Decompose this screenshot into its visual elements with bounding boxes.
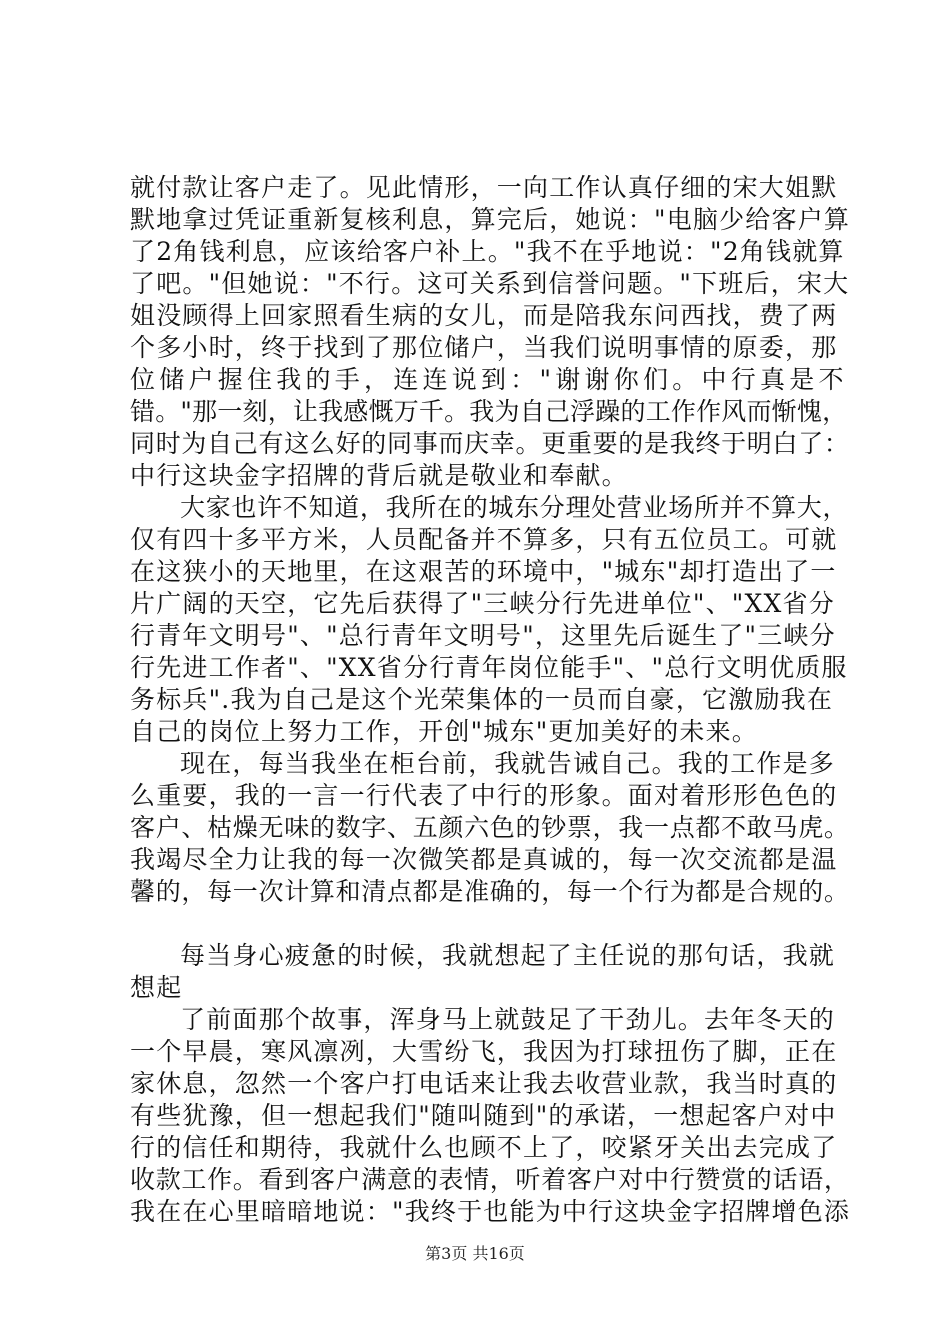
text-line: 默地拿过凭证重新复核利息，算完后，她说："电脑少给客户算 (130, 205, 851, 234)
text-line: 自己的岗位上努力工作，开创"城东"更加美好的未来。 (130, 717, 759, 746)
text-line: 同时为自己有这么好的同事而庆幸。更重要的是我终于明白了： (130, 429, 850, 458)
text-line: 行青年文明号"、"总行青年文明号"，这里先后诞生了"三峡分 (130, 621, 836, 650)
text-line: 馨的，每一次计算和清点都是准确的，每一个行为都是合规的。 (130, 877, 850, 906)
paragraph-first-line: 现在，每当我坐在柜台前，我就告诫自己。我的工作是多 (180, 749, 836, 778)
text-line: 想起 (130, 973, 183, 1002)
paragraph-first-line: 了前面那个故事，浑身马上就鼓足了干劲儿。去年冬天的 (180, 1005, 836, 1034)
text-line: 一个早晨，寒风凛冽，大雪纷飞，我因为打球扭伤了脚，正在 (130, 1037, 838, 1066)
paragraph-first-line: 每当身心疲惫的时候，我就想起了主任说的那句话，我就 (180, 941, 836, 970)
page-number-footer: 第3页 共16页 (425, 1244, 525, 1263)
text-line: 务标兵".我为自己是这个光荣集体的一员而自豪，它激励我在 (130, 685, 834, 714)
text-line: 片广阔的天空，它先后获得了"三峡分行先进单位"、"XX省分 (130, 589, 835, 618)
text-line: 有些犹豫，但一想起我们"随叫随到"的承诺，一想起客户对中 (130, 1101, 837, 1130)
text-line: 客户、枯燥无味的数字、五颜六色的钞票，我一点都不敢马虎。 (130, 813, 850, 842)
text-line: 么重要，我的一言一行代表了中行的形象。面对着形形色色的 (130, 781, 838, 810)
text-line: 了2角钱利息，应该给客户补上。"我不在乎地说："2角钱就算 (130, 237, 845, 266)
text-line: 在这狭小的天地里，在这艰苦的环境中，"城东"却打造出了一 (130, 557, 837, 586)
text-line: 中行这块金字招牌的背后就是敬业和奉献。 (130, 461, 628, 490)
paragraph-first-line: 大家也许不知道，我所在的城东分理处营业场所并不算大， (180, 493, 849, 522)
text-line: 家休息，忽然一个客户打电话来让我去收营业款，我当时真的 (130, 1069, 838, 1098)
text-line: 收款工作。看到客户满意的表情，听着客户对中行赞赏的话语， (130, 1165, 850, 1194)
text-line: 仅有四十多平方米，人员配备并不算多，只有五位员工。可就 (130, 525, 838, 554)
text-line: 行先进工作者"、"XX省分行青年岗位能手"、"总行文明优质服 (130, 653, 848, 682)
text-line: 了吧。"但她说："不行。这可关系到信誉问题。"下班后，宋大 (130, 269, 850, 298)
text-line: 就付款让客户走了。见此情形，一向工作认真仔细的宋大姐默 (130, 173, 838, 202)
text-line: 姐没顾得上回家照看生病的女儿，而是陪我东问西找，费了两 (130, 301, 838, 330)
text-line: 我在在心里暗暗地说："我终于也能为中行这块金字招牌增色添 (130, 1197, 851, 1226)
text-line: 错。"那一刻，让我感慨万千。我为自己浮躁的工作作风而惭愧， (130, 397, 848, 426)
text-line: 行的信任和期待，我就什么也顾不上了，咬紧牙关出去完成了 (130, 1133, 838, 1162)
text-line: 个多小时，终于找到了那位储户，当我们说明事情的原委，那 (130, 333, 838, 362)
text-line: 位储户握住我的手，连连说到："谢谢你们。中行真是不 (130, 365, 848, 394)
text-line: 我竭尽全力让我的每一次微笑都是真诚的，每一次交流都是温 (130, 845, 838, 874)
